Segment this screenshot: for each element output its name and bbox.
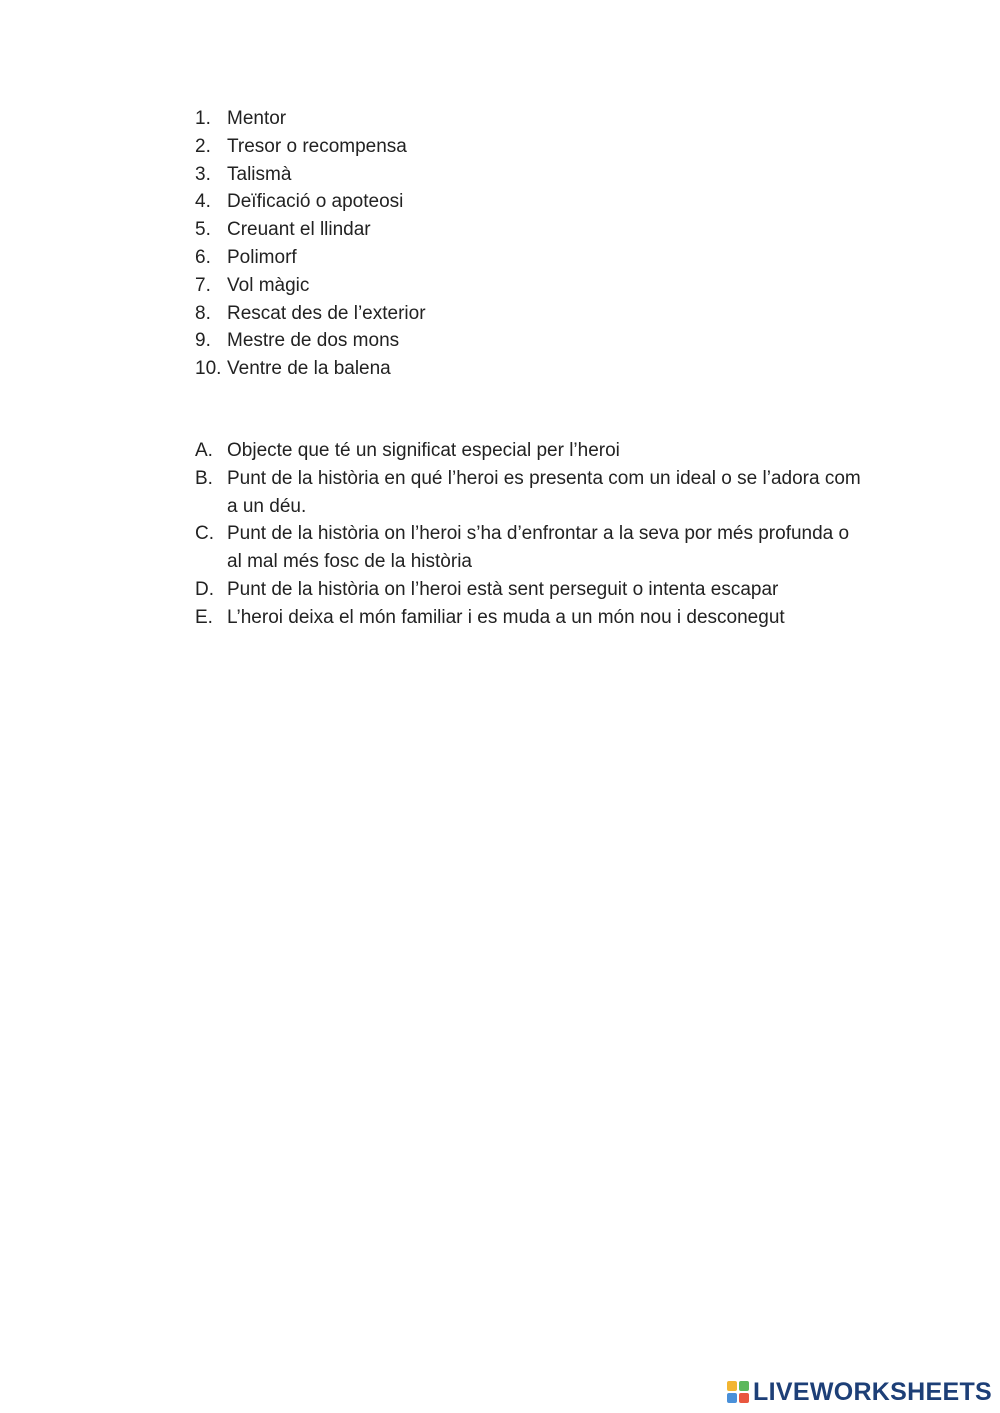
definition-item [195, 465, 867, 521]
term-item [195, 133, 426, 161]
term-text: Vol màgic [227, 274, 310, 296]
logo-square-red [739, 1393, 749, 1403]
definition-letter: C. [195, 523, 214, 545]
liveworksheets-logo-text: LIVEWORKSHEETS [753, 1377, 992, 1406]
logo-square-yellow [727, 1381, 737, 1391]
definition-text: Punt de la història on l’heroi està sent perseguit o intenta escapar [227, 578, 779, 600]
term-item [195, 105, 426, 133]
term-number: 5. [195, 219, 211, 241]
term-text: Mestre de dos mons [227, 330, 400, 352]
definitions-list [195, 437, 867, 632]
term-text: Talismà [227, 163, 292, 185]
terms-list [195, 105, 426, 383]
term-number: 10. [195, 358, 222, 380]
term-number: 3. [195, 163, 211, 185]
term-text: Ventre de la balena [227, 358, 391, 380]
term-item [195, 327, 426, 355]
liveworksheets-logo-icon [727, 1381, 749, 1403]
definition-letter: D. [195, 578, 214, 600]
definition-letter: E. [195, 606, 213, 628]
term-text: Rescat des de l’exterior [227, 302, 426, 324]
definition-text: Punt de la història on l’heroi s’ha d’enfrontar a la seva por més profunda o al mal més fosc de la història [227, 523, 850, 573]
term-number: 2. [195, 135, 211, 157]
definition-letter: A. [195, 440, 213, 461]
term-number: 9. [195, 330, 211, 352]
term-item [195, 244, 426, 272]
logo-square-blue [727, 1393, 737, 1403]
term-item [195, 161, 426, 189]
term-number: 4. [195, 191, 211, 213]
logo-square-green [739, 1381, 749, 1391]
term-text: Polimorf [227, 246, 297, 268]
definition-item [195, 604, 867, 632]
term-text: Deïficació o apoteosi [227, 191, 404, 213]
term-number: 8. [195, 302, 211, 324]
definition-text: Punt de la història en qué l’heroi es presenta com un ideal o se l’adora com a un déu. [227, 467, 861, 517]
definition-item [195, 437, 867, 465]
term-text: Creuant el llindar [227, 219, 371, 241]
definition-text: L’heroi deixa el món familiar i es muda a un món nou i desconegut [227, 606, 785, 628]
definition-letter: B. [195, 467, 213, 489]
term-number: 1. [195, 108, 211, 129]
term-number: 6. [195, 246, 211, 268]
term-number: 7. [195, 274, 211, 296]
definition-text: Objecte que té un significat especial per l’heroi [227, 440, 620, 461]
definition-item [195, 520, 867, 576]
term-item [195, 355, 426, 383]
term-text: Tresor o recompensa [227, 135, 407, 157]
term-item [195, 216, 426, 244]
definition-item [195, 576, 867, 604]
term-item [195, 300, 426, 328]
term-item [195, 188, 426, 216]
term-item [195, 272, 426, 300]
liveworksheets-logo [727, 1378, 992, 1406]
term-text: Mentor [227, 108, 287, 129]
